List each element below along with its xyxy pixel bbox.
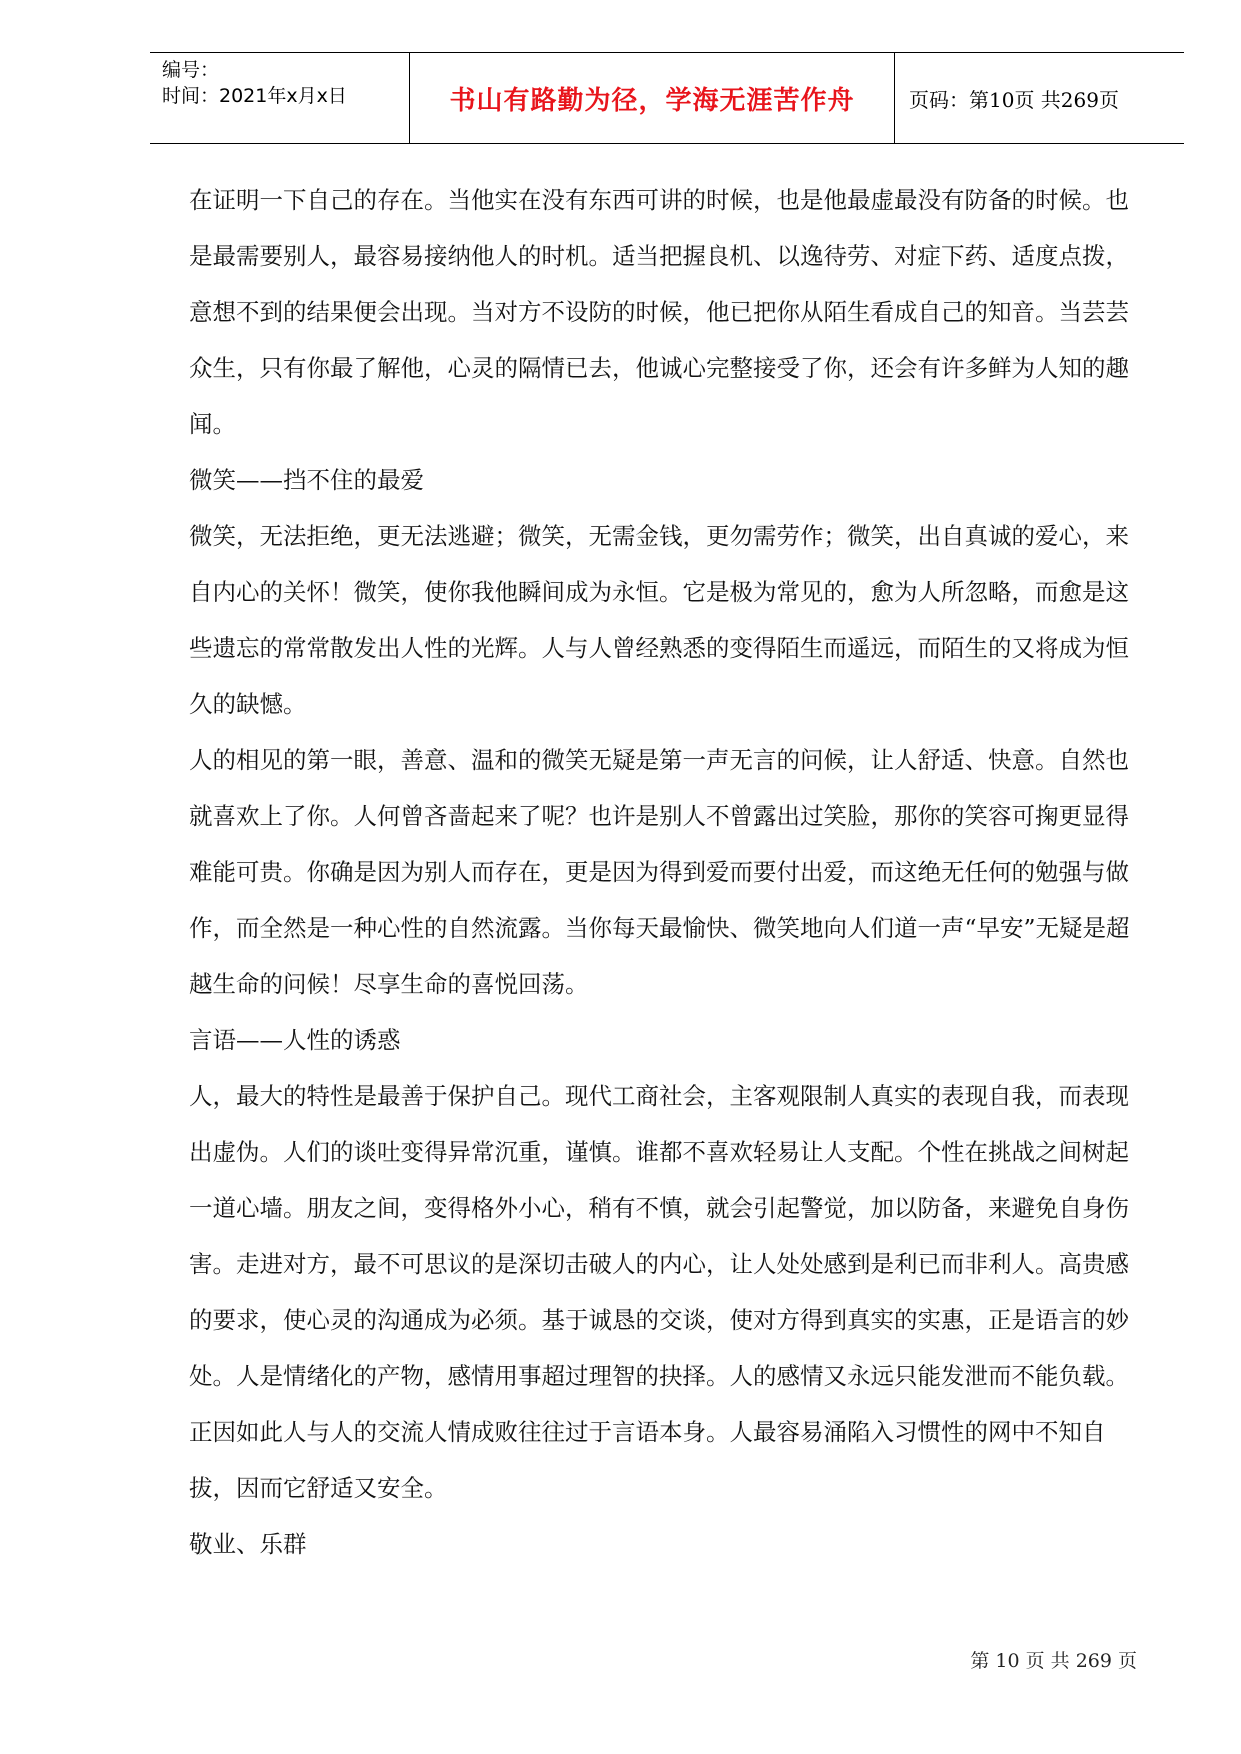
header-page-label: 页码：第10页 共269页	[909, 87, 1119, 112]
document-number-label: 编号：	[162, 59, 220, 81]
document-time-label: 时间：2021年x月x日	[162, 85, 347, 107]
body-paragraph: 在证明一下自己的存在。当他实在没有东西可讲的时候，也是他最虚最没有防备的时候。也是最需要别人，最容易接纳他人的时机。适当把握良机、以逸待劳、对症下药、适度点拨，意想不到的结果便会出现。当对方不设防的时候，他已把你从陌生看成自己的知音。当芸芸众生，只有你最了解他，心灵的隔情已去，他诚心完整接受了你，还会有许多鲜为人知的趣闻。	[189, 186, 1129, 438]
body-paragraph: 微笑，无法拒绝，更无法逃避；微笑，无需金钱，更勿需劳作；微笑，出自真诚的爱心，来自内心的关怀！微笑，使你我他瞬间成为永恒。它是极为常见的，愈为人所忽略，而愈是这些遗忘的常常散发出人性的光辉。人与人曾经熟悉的变得陌生而遥远，而陌生的又将成为恒久的缺憾。	[189, 522, 1129, 718]
header-motto: 书山有路勤为径，学海无涯苦作舟	[410, 53, 895, 143]
body-paragraph: 人的相见的第一眼，善意、温和的微笑无疑是第一声无言的问候，让人舒适、快意。自然也就喜欢上了你。人何曾吝啬起来了呢？也许是别人不曾露出过笑脸，那你的笑容可掬更显得难能可贵。你确是因为别人而存在，更是因为得到爱而要付出爱，而这绝无任何的勉强与做作，而全然是一种心性的自然流露。当你每天最愉快、微笑地向人们道一声“早安”无疑是超越生命的问候！尽享生命的喜悦回荡。	[189, 746, 1130, 998]
section-heading-smile: 微笑——挡不住的最爱	[189, 466, 424, 494]
header-left-cell	[150, 53, 410, 143]
section-heading-dedication: 敬业、乐群	[189, 1530, 307, 1558]
page-footer-number: 第 10 页 共 269 页	[970, 1650, 1137, 1672]
document-body	[189, 172, 1149, 1572]
page-header	[150, 52, 1184, 144]
section-heading-speech: 言语——人性的诱惑	[189, 1026, 401, 1054]
body-paragraph: 人，最大的特性是最善于保护自己。现代工商社会，主客观限制人真实的表现自我，而表现出虚伪。人们的谈吐变得异常沉重，谨慎。谁都不喜欢轻易让人支配。个性在挑战之间树起一道心墙。朋友之间，变得格外小心，稍有不慎，就会引起警觉，加以防备，来避免自身伤害。走进对方，最不可思议的是深切击破人的内心，让人处处感到是利已而非利人。高贵感的要求，使心灵的沟通成为必须。基于诚恳的交谈，使对方得到真实的实惠，正是语言的妙处。人是情绪化的产物，感情用事超过理智的抉择。人的感情又永远只能发泄而不能负载。正因如此人与人的交流人情成败往往过于言语本身。人最容易涌陷入习惯性的网中不知自拔，因而它舒适又安全。	[189, 1082, 1129, 1502]
